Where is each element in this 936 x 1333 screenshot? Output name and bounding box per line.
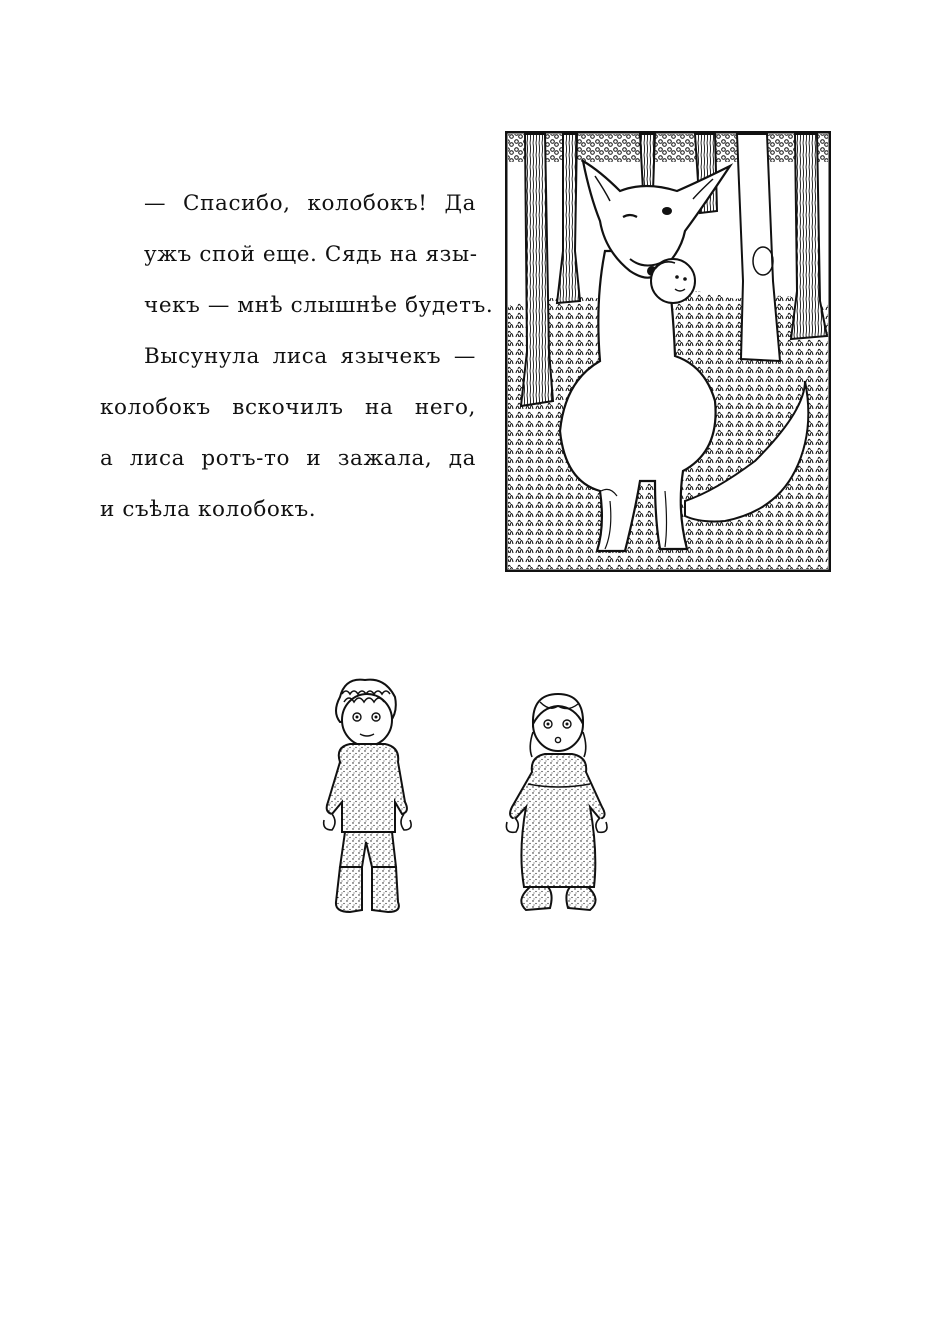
boy-figure bbox=[324, 680, 411, 912]
story-text bbox=[100, 178, 494, 535]
girl-figure bbox=[506, 694, 607, 910]
paragraph-2-line-3: а лиса ротъ-то и зажала, да bbox=[100, 446, 476, 471]
boy-and-girl-illustration bbox=[310, 672, 650, 922]
paragraph-1-line-1: — Спасибо, колобокъ! Да bbox=[144, 191, 476, 216]
paragraph-2-line-2: колобокъ вскочилъ на него, bbox=[100, 395, 476, 420]
paragraph-2-line-4: и съѣла колобокъ. bbox=[100, 497, 317, 522]
paragraph-2-line-1: Высунула лиса язычекъ — bbox=[144, 344, 476, 369]
fox-with-kolobok-illustration bbox=[505, 131, 831, 572]
paragraph-1 bbox=[100, 178, 494, 331]
paragraph-1-line-2: ужъ спой еще. Сядь на язы- bbox=[144, 242, 478, 267]
paragraph-1-line-3: чекъ — мнѣ слышнѣе будетъ. bbox=[144, 293, 494, 318]
paragraph-2 bbox=[100, 331, 476, 535]
